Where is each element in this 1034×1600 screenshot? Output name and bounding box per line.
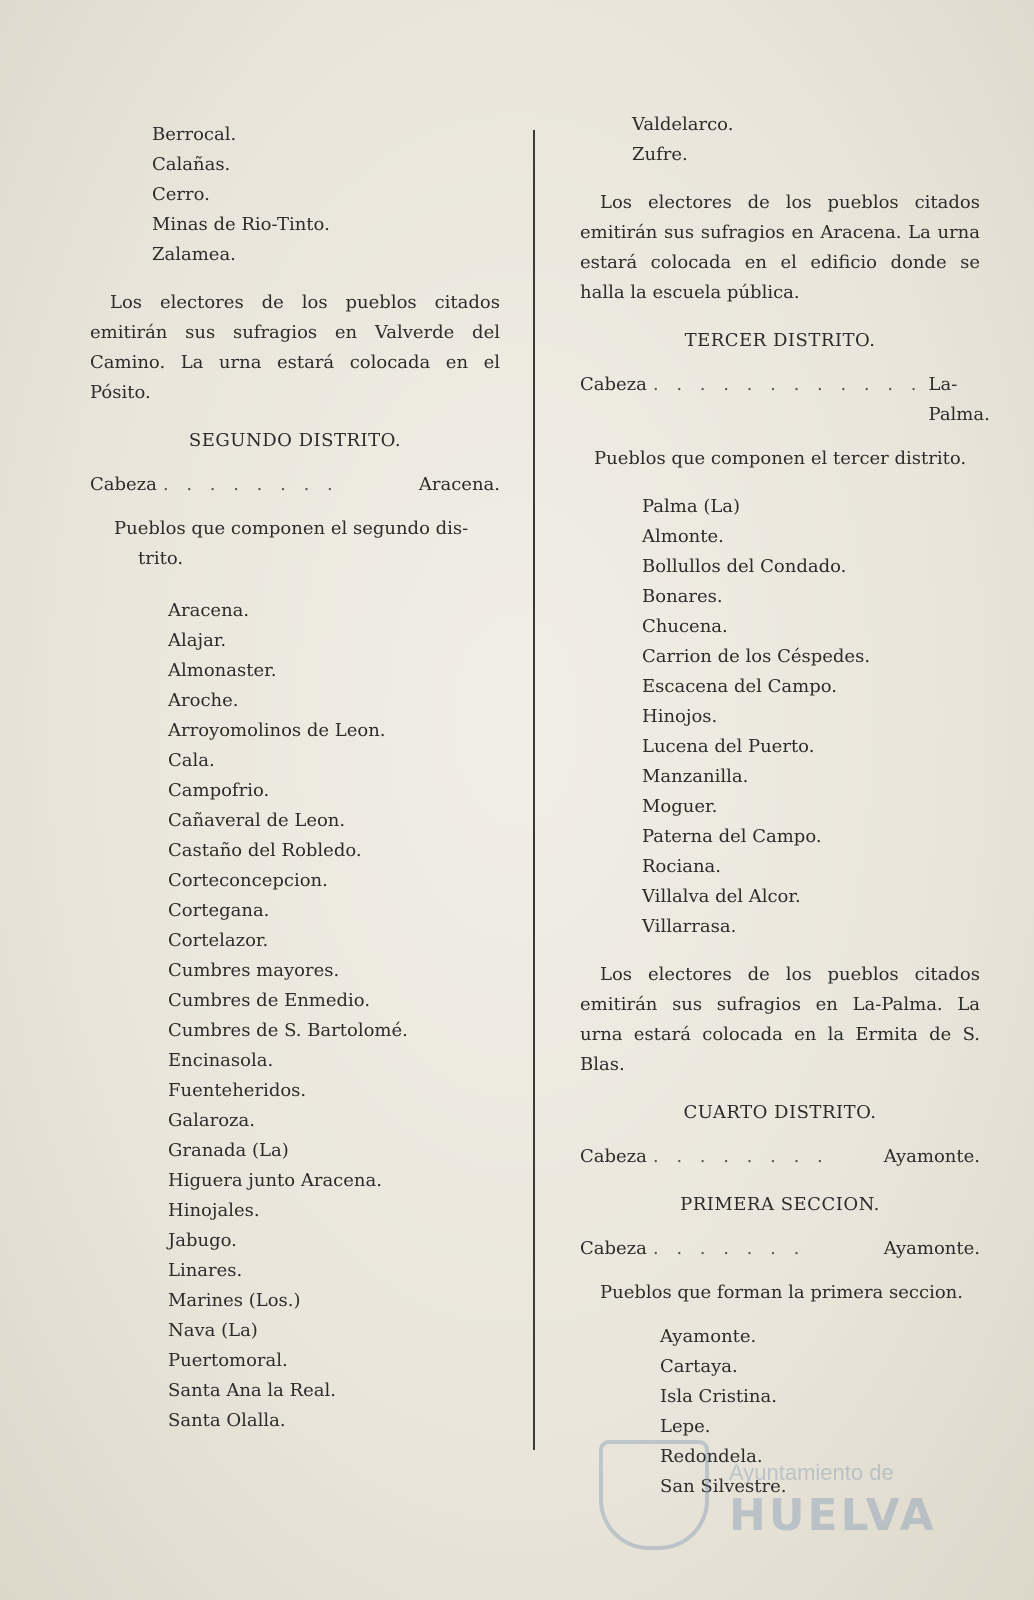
list-item: Galaroza.	[168, 1110, 255, 1131]
list-item: Cerro.	[152, 184, 210, 205]
list-item: Encinasola.	[168, 1050, 274, 1071]
list-item: Minas de Rio-Tinto.	[152, 214, 330, 235]
list-item: Redondela.	[660, 1446, 763, 1467]
leader-dots: . . . . . . . .	[652, 1146, 829, 1167]
list-item: Cumbres mayores.	[168, 960, 340, 981]
watermark-line2: HUELVA	[729, 1490, 937, 1541]
list-item: Campofrio.	[168, 780, 270, 801]
cabeza-value: Aracena.	[418, 474, 500, 495]
list-item: Hinojos.	[642, 706, 718, 727]
list-item: Cortelazor.	[168, 930, 269, 951]
cabeza-value: La-Palma.	[928, 374, 990, 425]
list-item: Higuera junto Aracena.	[168, 1170, 382, 1191]
list-item: Ayamonte.	[660, 1326, 757, 1347]
list-item: Bollullos del Condado.	[642, 556, 847, 577]
cabeza-label: Cabeza	[580, 1238, 647, 1259]
list-item: Fuenteheridos.	[168, 1080, 307, 1101]
cabeza-label: Cabeza	[90, 474, 157, 495]
column-divider	[533, 130, 535, 1450]
watermark-line1: Ayuntamiento de	[729, 1460, 894, 1485]
list-item: Corteconcepcion.	[168, 870, 328, 891]
list-item: San Silvestre.	[660, 1476, 787, 1497]
list-item: Aroche.	[168, 690, 239, 711]
cabeza-value: Ayamonte.	[883, 1238, 980, 1259]
paragraph-valverde: Los electores de los pueblos citados emitirán sus sufragios en Valverde del Camino. La urna estará colocada en el Pósito.	[90, 292, 500, 403]
list-item: Lucena del Puerto.	[642, 736, 815, 757]
list-item: Bonares.	[642, 586, 723, 607]
pueblos-title-segundo	[90, 514, 500, 574]
list-item: Granada (La)	[168, 1140, 289, 1161]
list-item: Moguer.	[642, 796, 718, 817]
list-item: Nava (La)	[168, 1320, 258, 1341]
list-item: Carrion de los Céspedes.	[642, 646, 871, 667]
cabeza-label: Cabeza	[580, 1146, 647, 1167]
pueblos-title-line2: trito.	[138, 548, 184, 569]
leader-dots: . . . . . . . .	[162, 474, 339, 495]
list-item: Linares.	[168, 1260, 243, 1281]
list-item: Cumbres de S. Bartolomé.	[168, 1020, 408, 1041]
list-item: Cartaya.	[660, 1356, 738, 1377]
list-item: Cala.	[168, 750, 215, 771]
left-column	[90, 120, 500, 1436]
list-item: Manzanilla.	[642, 766, 749, 787]
list-item: Zufre.	[632, 144, 688, 165]
list-item: Paterna del Campo.	[642, 826, 822, 847]
huelva-watermark	[599, 1430, 939, 1560]
heading-cuarto-distrito: CUARTO DISTRITO.	[683, 1102, 877, 1123]
cabeza-row-segundo	[90, 470, 500, 500]
list-item: Chucena.	[642, 616, 728, 637]
list-item: Palma (La)	[642, 496, 741, 517]
right-column	[580, 110, 990, 1502]
list-item: Villarrasa.	[642, 916, 737, 937]
heading-tercer-distrito: TERCER DISTRITO.	[684, 330, 876, 351]
list-item: Cañaveral de Leon.	[168, 810, 346, 831]
cabeza-label: Cabeza	[580, 374, 647, 395]
heading-primera-seccion: PRIMERA SECCION.	[680, 1194, 880, 1215]
list-item: Alajar.	[168, 630, 227, 651]
list-item: Cortegana.	[168, 900, 270, 921]
list-item: Jabugo.	[168, 1230, 237, 1251]
towns-list-segundo	[90, 596, 500, 1436]
cabeza-row-tercero	[580, 370, 990, 430]
list-item: Marines (Los.)	[168, 1290, 301, 1311]
list-item: Puertomoral.	[168, 1350, 288, 1371]
list-item: Almonaster.	[168, 660, 277, 681]
list-item: Valdelarco.	[632, 114, 734, 135]
cabeza-value: Ayamonte.	[883, 1146, 980, 1167]
list-item: Berrocal.	[152, 124, 237, 145]
towns-top-right	[580, 110, 980, 170]
list-item: Isla Cristina.	[660, 1386, 777, 1407]
list-item: Zalamea.	[152, 244, 236, 265]
list-item: Castaño del Robledo.	[168, 840, 362, 861]
pueblos-title-primera-seccion: Pueblos que forman la primera seccion.	[600, 1282, 963, 1303]
list-item: Calañas.	[152, 154, 231, 175]
list-item: Hinojales.	[168, 1200, 260, 1221]
list-item: Almonte.	[642, 526, 724, 547]
list-item: Villalva del Alcor.	[642, 886, 801, 907]
list-item: Escacena del Campo.	[642, 676, 837, 697]
leader-dots: . . . . . . .	[652, 1238, 806, 1259]
list-item: Cumbres de Enmedio.	[168, 990, 371, 1011]
list-item: Santa Ana la Real.	[168, 1380, 337, 1401]
list-item: Aracena.	[168, 600, 250, 621]
list-item: Santa Olalla.	[168, 1410, 286, 1431]
cabeza-row-cuarto	[580, 1142, 980, 1172]
coat-of-arms-icon	[599, 1440, 709, 1550]
list-item: Rociana.	[642, 856, 722, 877]
paragraph-la-palma: Los electores de los pueblos citados emitirán sus sufragios en La-Palma. La urna estará colocada en la Ermita de S. Blas.	[580, 964, 980, 1075]
list-item: Lepe.	[660, 1416, 711, 1437]
towns-top-left	[90, 120, 500, 270]
towns-list-tercero	[580, 492, 980, 942]
pueblos-title-line1: Pueblos que componen el segundo dis-	[114, 518, 469, 539]
leader-dots: . . . . . . . . . . . .	[652, 374, 923, 395]
list-item: Arroyomolinos de Leon.	[168, 720, 386, 741]
pueblos-title-tercero: Pueblos que componen el tercer distrito.	[594, 448, 967, 469]
paragraph-aracena: Los electores de los pueblos citados emitirán sus sufragios en Aracena. La urna estará colocada en el edificio donde se halla la escuela pública.	[580, 192, 980, 303]
heading-segundo-distrito: SEGUNDO DISTRITO.	[188, 430, 402, 451]
cabeza-row-primera-seccion	[580, 1234, 980, 1264]
